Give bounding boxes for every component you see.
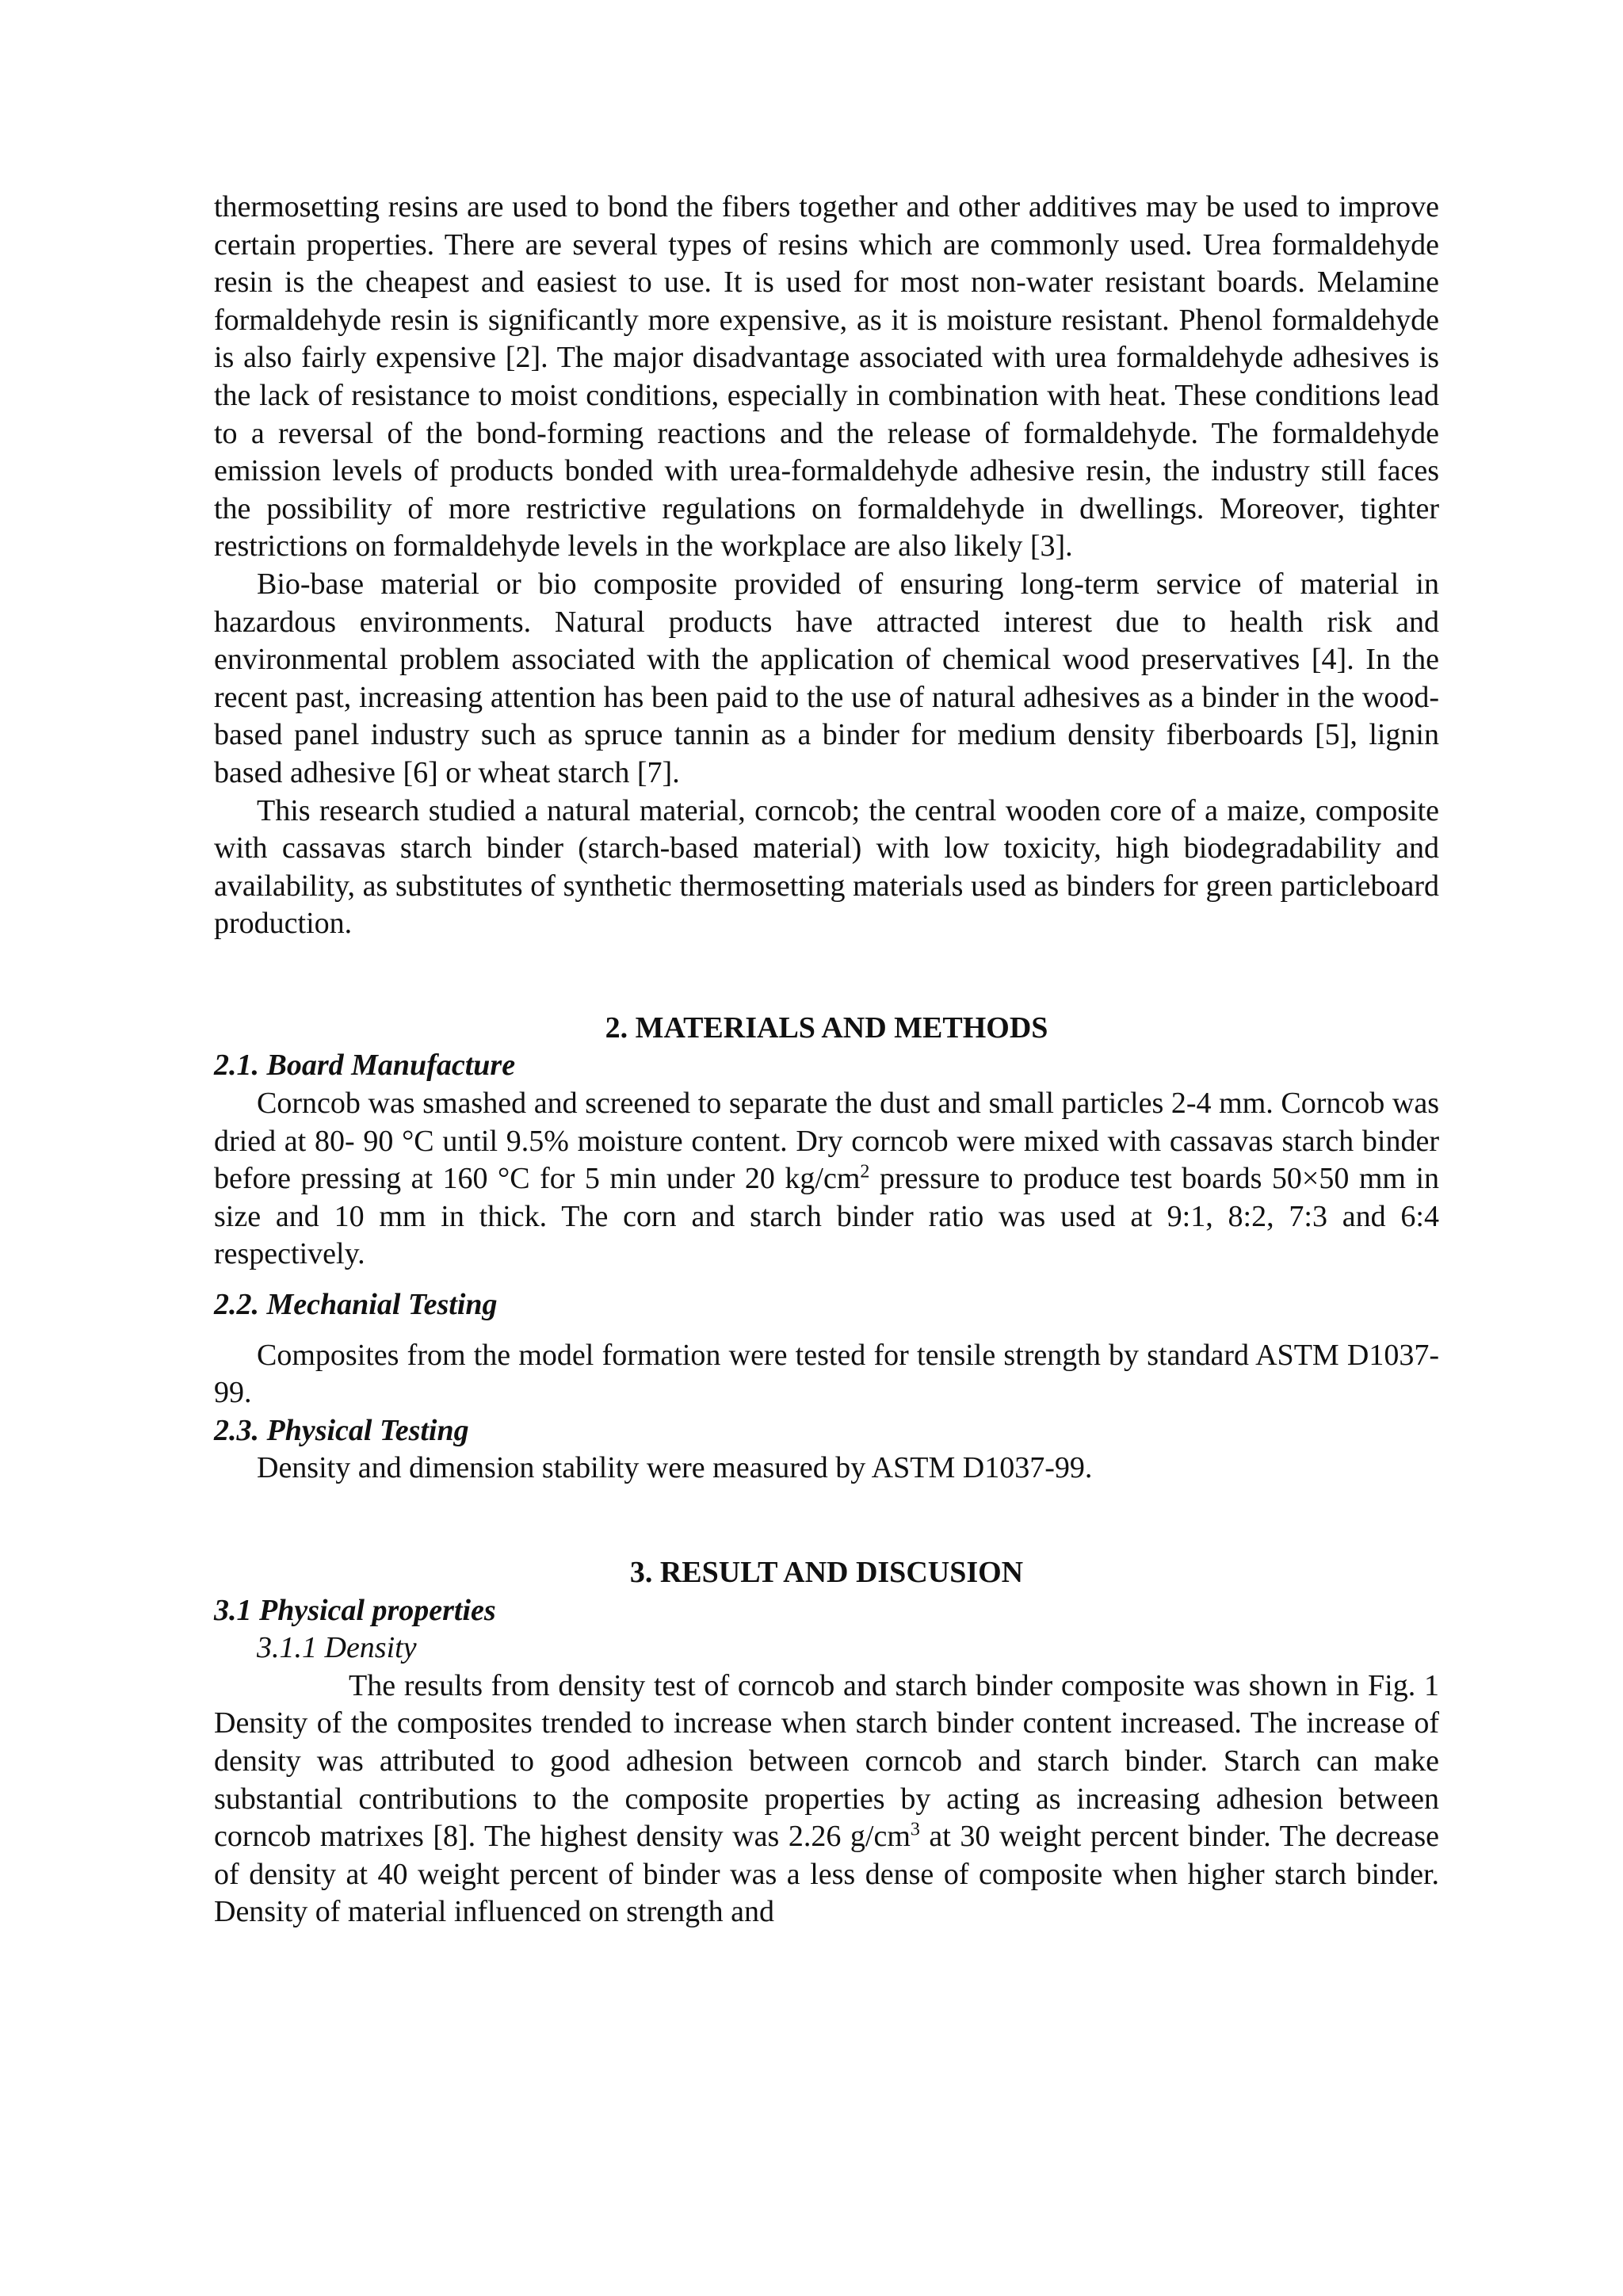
intro-paragraph-1: thermosetting resins are used to bond the fibers together and other additives may be used to improve certain properties. There are several types of resins which are commonly used. Urea formaldehyde resin is the cheapest and easiest to use. It is used for most non-water resistant boards. Melamine formaldehyde resin is significantly more expensive, as it is moisture resistant. Phenol formaldehyde is also fairly expensive [2]. The major disadvantage associated with urea formaldehyde adhesives is the lack of resistance to moist conditions, especially in combination with heat. These conditions lead to a reversal of the bond-forming reactions and the release of formaldehyde. The formaldehyde emission levels of products bonded with urea-formaldehyde adhesive resin, the industry still faces the possibility of more restrictive regulations on formaldehyde in dwellings. Moreover, tighter restrictions on formaldehyde levels in the workplace are also likely [3]. bbox=[214, 190, 1439, 563]
subsection-2-2-heading: 2.2. Mechanial Testing bbox=[214, 1288, 498, 1322]
subsection-3-1-1-text-b: at 30 weight percent binder. The decrease of density at 40 weight percent of binder was a less dense of composite when higher starch binder. Density of material influenced on strength and bbox=[214, 1820, 1439, 1929]
subsection-2-3-text: Density and dimension stability were measured by ASTM D1037-99. bbox=[257, 1451, 1093, 1485]
subsection-2-2-text: Composites from the model formation were tested for tensile strength by standard ASTM D1037-99. bbox=[214, 1338, 1439, 1410]
subsection-2-1-text bbox=[214, 1085, 1439, 1274]
subsection-2-1-text-a: Corncob was smashed and screened to separate the dust and small particles 2-4 mm. Corncob was dried at 80- 90 °C until 9.5% moisture content. Dry corncob were mixed with cassavas starch binder before pressing at 160 °C for 5 min under 20 kg/cm bbox=[214, 1087, 1439, 1196]
subsection-3-1-1-text-a: The results from density test of corncob and starch binder composite was shown in Fig. 1 Density of the composites trended to increase when starch binder content increased. The increase of density was attributed to good adhesion between corncob and starch binder. Starch can make substantial contributions to the composite properties by acting as increasing adhesion between corncob matrixes [8]. The highest density was 2.26 g/cm bbox=[214, 1668, 1439, 1854]
subsection-3-1-1-text bbox=[214, 1668, 1439, 1931]
section-3-heading: 3. RESULT AND DISCUSION bbox=[629, 1556, 1024, 1589]
intro-paragraph-3: This research studied a natural material, corncob; the central wooden core of a maize, composite with cassavas starch binder (starch-based material) with low toxicity, high biodegradability and availability, as substitutes of synthetic thermosetting materials used as binders for green particleboard production. bbox=[214, 793, 1439, 941]
paper-page bbox=[214, 189, 1439, 1931]
subsection-3-1-heading: 3.1 Physical properties bbox=[214, 1593, 496, 1627]
subsection-2-1-text-b: pressure to produce test boards 50×50 mm in size and 10 mm in thick. The corn and starch binder ratio was used at 9:1, 8:2, 7:3 and 6:4 respectively. bbox=[214, 1162, 1439, 1271]
subsection-3-1-1-heading: 3.1.1 Density bbox=[257, 1631, 417, 1665]
section-2-heading: 2. MATERIALS AND METHODS bbox=[605, 1010, 1048, 1045]
superscript-3: 3 bbox=[910, 1819, 920, 1840]
intro-paragraph-2: Bio-base material or bio composite provided of ensuring long-term service of material in hazardous environments. Natural products have attracted interest due to health risk and environmental problem associated with the application of chemical wood preservatives [4]. In the recent past, increasing attention has been paid to the use of natural adhesives as a binder in the wood-based panel industry such as spruce tannin as a binder for medium density fiberboards [5], lignin based adhesive [6] or wheat starch [7]. bbox=[214, 567, 1439, 789]
superscript-2: 2 bbox=[860, 1161, 870, 1182]
subsection-2-3-heading: 2.3. Physical Testing bbox=[214, 1413, 469, 1447]
subsection-2-1-heading: 2.1. Board Manufacture bbox=[214, 1049, 516, 1083]
